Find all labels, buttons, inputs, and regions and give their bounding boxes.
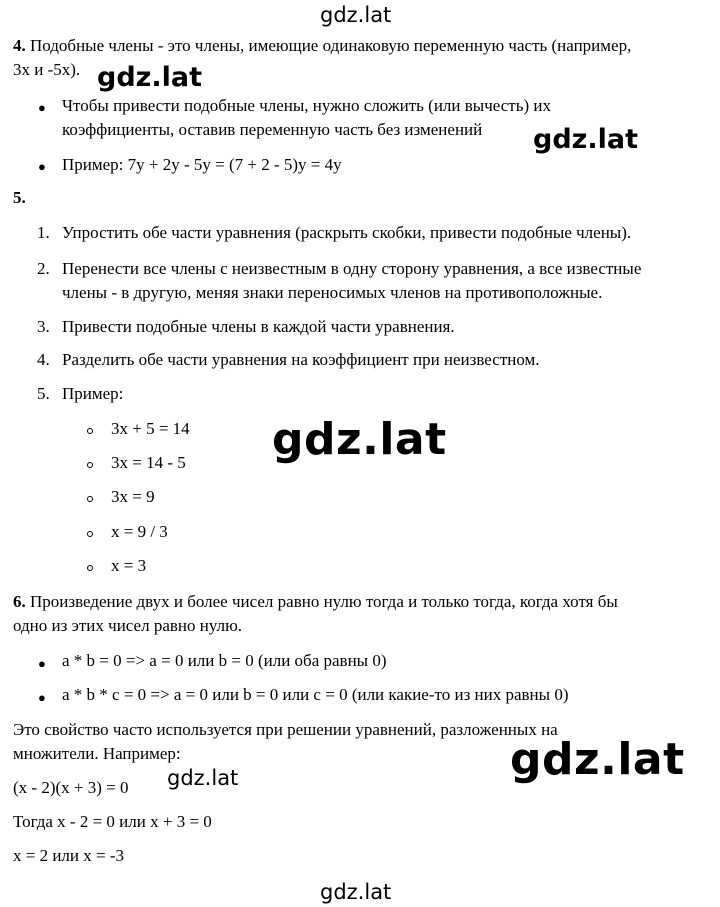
section-number: 6.: [13, 592, 26, 611]
list-item: a * b * c = 0 => a = 0 или b = 0 или c = 0 (или какие-то из них равны 0): [62, 685, 569, 704]
watermark: gdz.lat: [510, 734, 685, 785]
watermark-top: gdz.lat: [320, 3, 392, 27]
example-line: x = 9 / 3: [111, 522, 168, 541]
watermark: gdz.lat: [533, 124, 639, 155]
watermark: gdz.lat: [167, 766, 239, 790]
step-text: Пример:: [62, 384, 124, 403]
example-line: 3x = 14 - 5: [111, 453, 186, 472]
step-number: 1.: [37, 223, 50, 242]
step-text: Перенести все члены с неизвестным в одну сторону уравнения, а все известные: [62, 259, 642, 278]
section-5-number: [13, 186, 26, 210]
circle-bullet-icon: [87, 531, 93, 537]
paragraph: Это свойство часто используется при решении уравнений, разложенных на: [13, 720, 558, 739]
list-item: Чтобы привести подобные члены, нужно сложить (или вычесть) их: [62, 96, 551, 115]
bullet-icon: ●: [38, 690, 46, 705]
list-item: a * b = 0 => a = 0 или b = 0 (или оба равны 0): [62, 651, 387, 670]
circle-bullet-icon: [87, 462, 93, 468]
section-4-line2: 3x и -5x).: [13, 60, 81, 79]
equation: Тогда x - 2 = 0 или x + 3 = 0: [13, 812, 212, 831]
step-number: 3.: [37, 317, 50, 336]
step-number: 2.: [37, 259, 50, 278]
watermark: gdz.lat: [97, 62, 203, 93]
watermark-bottom: gdz.lat: [320, 880, 392, 904]
section-text: Подобные члены - это члены, имеющие одинаковую переменную часть (например,: [30, 36, 632, 55]
section-number: 5.: [13, 188, 26, 207]
step-text: Упростить обе части уравнения (раскрыть скобки, привести подобные члены).: [62, 223, 632, 242]
section-number: 4.: [13, 36, 26, 55]
example-line: x = 3: [111, 556, 147, 575]
step-number: 5.: [37, 384, 50, 403]
watermark: gdz.lat: [272, 414, 447, 465]
bullet-icon: ●: [38, 656, 46, 671]
example-line: 3x + 5 = 14: [111, 419, 190, 438]
step-number: 4.: [37, 350, 50, 369]
bullet-icon: ●: [38, 159, 46, 174]
step-text-cont: члены - в другую, меняя знаки переносимых членов на противоположные.: [62, 283, 603, 302]
example-line: 3x = 9: [111, 487, 155, 506]
paragraph-cont: множители. Например:: [13, 744, 181, 763]
section-4-line1: [13, 34, 631, 58]
equation: (x - 2)(x + 3) = 0: [13, 778, 129, 797]
equation: x = 2 или x = -3: [13, 846, 125, 865]
list-item: Пример: 7y + 2y - 5y = (7 + 2 - 5)y = 4y: [62, 155, 342, 174]
step-text: Привести подобные члены в каждой части уравнения.: [62, 317, 455, 336]
circle-bullet-icon: [87, 428, 93, 434]
section-6-line2: одно из этих чисел равно нулю.: [13, 616, 243, 635]
circle-bullet-icon: [87, 565, 93, 571]
list-item-cont: коэффициенты, оставив переменную часть без изменений: [62, 120, 483, 139]
section-6-line1: [13, 590, 618, 614]
step-text: Разделить обе части уравнения на коэффициент при неизвестном.: [62, 350, 540, 369]
section-text: Произведение двух и более чисел равно нулю тогда и только тогда, когда хотя бы: [30, 592, 618, 611]
bullet-icon: ●: [38, 100, 46, 115]
circle-bullet-icon: [87, 496, 93, 502]
